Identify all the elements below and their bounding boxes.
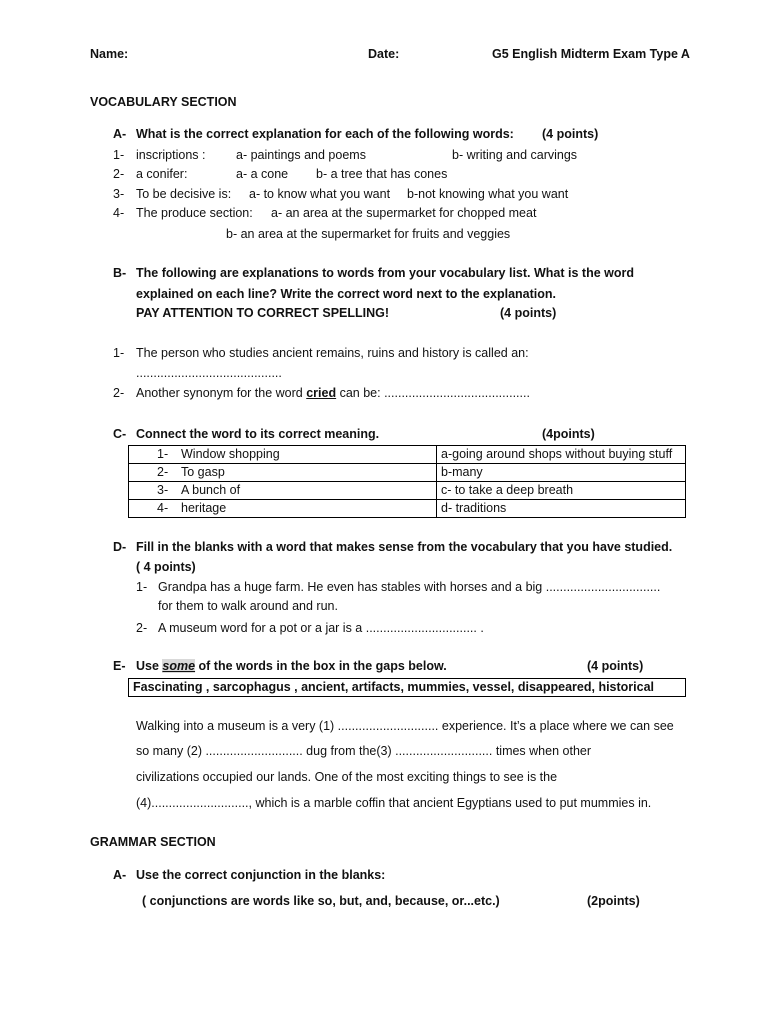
row-number: 4- — [157, 501, 169, 515]
vocab-d-q1-line1: Grandpa has a huge farm. He even has stables with horses and a big ................................. — [158, 580, 661, 594]
table-row — [129, 446, 686, 464]
meaning-cell: a-going around shops without buying stuff — [437, 446, 686, 464]
vocab-d-q2: A museum word for a pot or a jar is a ................................ . — [158, 621, 484, 635]
row-word: A bunch of — [181, 483, 241, 497]
vocab-d-question: Fill in the blanks with a word that makes sense from the vocabulary that you have studied. — [136, 540, 673, 554]
row-word: Window shopping — [181, 447, 280, 461]
option-b: b- writing and carvings — [452, 148, 578, 162]
row-word: heritage — [181, 501, 227, 515]
passage-line: (4)............................, which is a marble coffin that ancient Egyptians used to put mummies in. — [136, 796, 652, 810]
vocab-b-letter: B- — [113, 266, 127, 280]
word-cell — [129, 464, 437, 482]
q2-suffix: can be: .......................................... — [336, 386, 530, 400]
word-box: Fascinating , sarcophagus , ancient, artifacts, mummies, vessel, disappeared, historical — [128, 678, 686, 697]
row-number: 3- — [157, 483, 169, 497]
grammar-a-letter: A- — [113, 868, 127, 882]
item-number: 3- — [113, 187, 125, 201]
vocab-d-q1-line2: for them to walk around and run. — [158, 599, 338, 613]
grammar-a-question: Use the correct conjunction in the blanks: — [136, 868, 386, 882]
grammar-a-points: (2points) — [587, 894, 640, 908]
vocab-b-q1: The person who studies ancient remains, ruins and history is called an: — [136, 346, 529, 360]
vocab-d-q2-number: 2- — [136, 621, 148, 635]
vocab-a-points: (4 points) — [542, 127, 599, 141]
word-cell — [129, 482, 437, 500]
item-word: inscriptions : — [136, 148, 206, 162]
passage-line: Walking into a museum is a very (1) ............................. experience. It’s a place where we can see — [136, 719, 674, 733]
meaning-cell: d- traditions — [437, 500, 686, 518]
vocab-b-points: (4 points) — [500, 306, 557, 320]
e-highlighted-word: some — [162, 659, 196, 673]
option-b: b- an area at the supermarket for fruits and veggies — [226, 227, 511, 241]
vocab-b-q1-number: 1- — [113, 346, 125, 360]
option-a: a- to know what you want — [249, 187, 391, 201]
vocab-b-line1: The following are explanations to words from your vocabulary list. What is the word — [136, 266, 634, 280]
exam-title: G5 English Midterm Exam Type A — [492, 47, 690, 61]
meaning-cell: b-many — [437, 464, 686, 482]
table-row — [129, 482, 686, 500]
passage-line: civilizations occupied our lands. One of the most exciting things to see is the — [136, 770, 558, 784]
grammar-section-title: GRAMMAR SECTION — [90, 835, 216, 849]
vocab-e-letter: E- — [113, 659, 126, 673]
e-prefix: Use — [136, 659, 163, 673]
item-number: 1- — [113, 148, 125, 162]
matching-table — [128, 445, 686, 518]
vocab-b-line2: explained on each line? Write the correct word next to the explanation. — [136, 287, 556, 301]
vocab-d-points: ( 4 points) — [136, 560, 196, 574]
table-row — [129, 500, 686, 518]
item-number: 2- — [113, 167, 125, 181]
row-number: 2- — [157, 465, 169, 479]
vocab-e-question — [136, 659, 447, 673]
q2-prefix: Another synonym for the word — [136, 386, 307, 400]
row-number: 1- — [157, 447, 169, 461]
row-word: To gasp — [181, 465, 225, 479]
vocab-a-letter: A- — [113, 127, 127, 141]
vocab-a-question: What is the correct explanation for each of the following words: — [136, 127, 514, 141]
option-b: b- a tree that has cones — [316, 167, 448, 181]
option-b: b-not knowing what you want — [407, 187, 569, 201]
vocab-b-q2-number: 2- — [113, 386, 125, 400]
date-label: Date: — [368, 47, 400, 61]
vocab-b-q2 — [136, 386, 530, 400]
vocab-d-q1-number: 1- — [136, 580, 148, 594]
option-a: a- an area at the supermarket for chopped meat — [271, 206, 537, 220]
vocab-d-letter: D- — [113, 540, 127, 554]
table-row — [129, 464, 686, 482]
vocab-e-points: (4 points) — [587, 659, 644, 673]
vocabulary-section-title: VOCABULARY SECTION — [90, 95, 237, 109]
vocab-c-question: Connect the word to its correct meaning. — [136, 427, 380, 441]
vocab-c-letter: C- — [113, 427, 127, 441]
e-suffix: of the words in the box in the gaps below. — [195, 659, 447, 673]
word-cell — [129, 500, 437, 518]
item-number: 4- — [113, 206, 125, 220]
q2-underlined-word: cried — [306, 386, 337, 400]
passage-line: so many (2) ............................ dug from the(3) ............................ times when other — [136, 744, 592, 758]
word-cell — [129, 446, 437, 464]
name-label: Name: — [90, 47, 129, 61]
item-word: a conifer: — [136, 167, 188, 181]
item-word: To be decisive is: — [136, 187, 232, 201]
option-a: a- paintings and poems — [236, 148, 366, 162]
vocab-c-points: (4points) — [542, 427, 595, 441]
vocab-b-q1-blank[interactable]: .......................................... — [136, 366, 282, 380]
item-word: The produce section: — [136, 206, 253, 220]
option-a: a- a cone — [236, 167, 289, 181]
meaning-cell: c- to take a deep breath — [437, 482, 686, 500]
grammar-a-note: ( conjunctions are words like so, but, and, because, or...etc.) — [142, 894, 500, 908]
vocab-b-line3: PAY ATTENTION TO CORRECT SPELLING! — [136, 306, 390, 320]
